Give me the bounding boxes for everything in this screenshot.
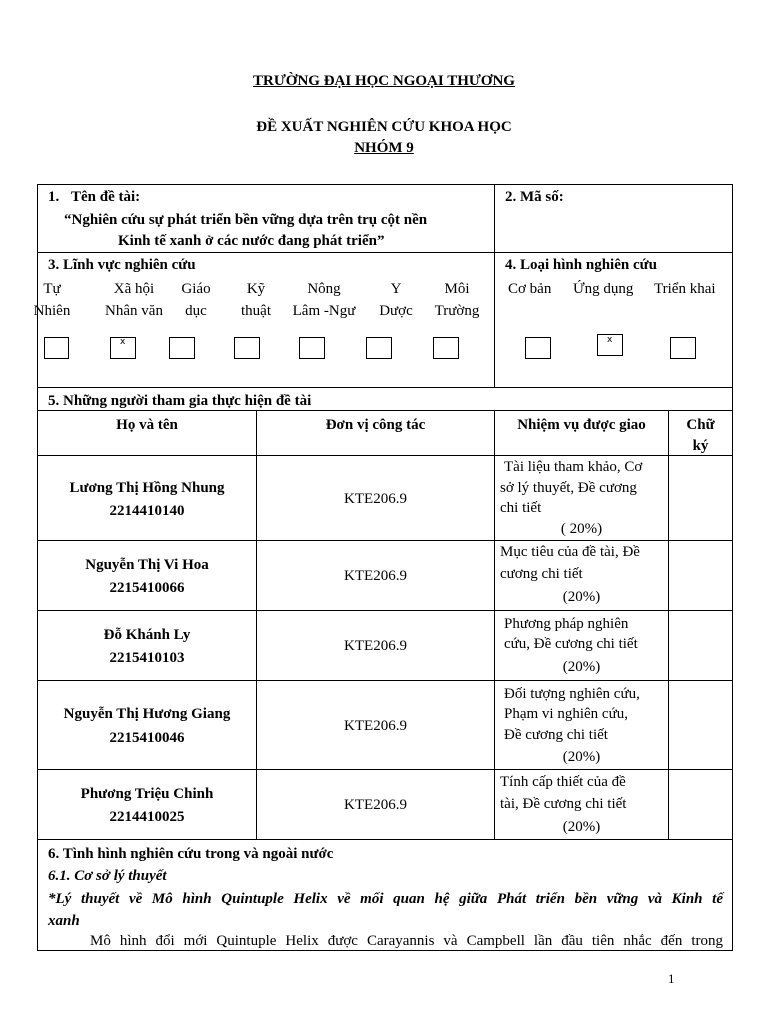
column-header-task: Nhiệm vụ được giao: [517, 417, 646, 433]
field-label-line1: Y: [390, 281, 402, 297]
column-divider: [494, 410, 495, 840]
field-label-line2: dục: [185, 303, 207, 319]
member-task: Phương pháp nghiên: [504, 616, 629, 632]
member-name: Lương Thị Hồng Nhung: [69, 480, 225, 496]
type-checkbox[interactable]: [670, 337, 696, 359]
column-header-signature: ký: [692, 438, 709, 454]
document-title: ĐỀ XUẤT NGHIÊN CỨU KHOA HỌC: [256, 119, 512, 135]
type-checkbox[interactable]: [525, 337, 551, 359]
row-divider: [37, 540, 733, 541]
field-checkbox[interactable]: [366, 337, 392, 359]
member-share: (20%): [562, 749, 601, 765]
page-number: 1: [668, 971, 675, 986]
theory-heading-line1: *Lý thuyết về Mô hình Quintuple Helix về mối quan hệ giữa Phát triển bền vững và Kinh tế: [48, 891, 723, 907]
member-task: Phạm vi nghiên cứu,: [504, 706, 628, 722]
table-border-bottom: [37, 950, 733, 951]
table-border-right: [732, 184, 733, 951]
column-header-unit: Đơn vị công tác: [325, 417, 426, 433]
member-id: 2214410140: [109, 503, 185, 519]
member-share: (20%): [562, 819, 601, 835]
field-checkbox[interactable]: [299, 337, 325, 359]
member-name: Nguyễn Thị Hương Giang: [63, 706, 231, 722]
field-label-line2: Nhiên: [33, 303, 71, 319]
row-divider: [37, 769, 733, 770]
member-id: 2215410066: [109, 580, 185, 596]
member-unit: KTE206.9: [344, 638, 407, 654]
member-share: ( 20%): [560, 521, 603, 537]
type-label: Ứng dụng: [573, 281, 634, 297]
section5-title: 5. Những người tham gia thực hiện đề tài: [48, 393, 312, 409]
field-label-line1: Xã hội: [113, 281, 155, 297]
type-checkbox[interactable]: [597, 334, 623, 356]
field-checkbox[interactable]: [234, 337, 260, 359]
group-name: NHÓM 9: [354, 140, 414, 156]
field-checkbox[interactable]: [169, 337, 195, 359]
row-divider: [37, 252, 733, 253]
member-task: Tính cấp thiết của đề: [500, 774, 626, 790]
member-unit: KTE206.9: [344, 797, 407, 813]
row-divider: [37, 410, 733, 411]
row-divider: [37, 455, 733, 456]
row-divider: [37, 610, 733, 611]
field-label-line2: Trường: [434, 303, 480, 319]
field-label-line2: Dược: [379, 303, 413, 319]
field-checkbox[interactable]: [44, 337, 69, 359]
member-task: chi tiết: [500, 500, 542, 516]
field-checkbox[interactable]: [433, 337, 459, 359]
field-label-line2: thuật: [241, 303, 271, 319]
member-name: Nguyễn Thị Vi Hoa: [85, 557, 209, 573]
section6-title: 6. Tình hình nghiên cứu trong và ngoài nước: [48, 846, 334, 862]
column-divider: [256, 410, 257, 840]
field-label-line1: Môi: [444, 281, 470, 297]
column-divider: [494, 184, 495, 388]
field-label-line2: Lâm -Ngư: [292, 303, 356, 319]
member-id: 2215410103: [109, 650, 185, 666]
field-label-line1: Kỹ: [246, 281, 266, 297]
check-mark-icon: x: [120, 337, 126, 347]
member-unit: KTE206.9: [344, 718, 407, 734]
member-name: Đỗ Khánh Ly: [103, 627, 191, 643]
subsection-title: 6.1. Cơ sở lý thuyết: [48, 868, 167, 884]
section1-title: Tên đề tài:: [71, 189, 141, 205]
member-id: 2214410025: [109, 809, 185, 825]
section2-code-label: 2. Mã số:: [505, 189, 564, 205]
field-label-line1: Nông: [307, 281, 341, 297]
row-divider: [37, 387, 733, 388]
field-label-line2: Nhân văn: [105, 303, 163, 319]
topic-line-2: Kinh tế xanh ở các nước đang phát triển”: [118, 233, 385, 249]
member-share: (20%): [562, 589, 601, 605]
member-name: Phương Triệu Chinh: [80, 786, 214, 802]
field-checkbox[interactable]: [110, 337, 136, 359]
member-task: cứu, Đề cương chi tiết: [504, 636, 638, 652]
section3-title: 3. Lĩnh vực nghiên cứu: [48, 257, 196, 273]
row-divider: [37, 839, 733, 840]
member-task: sở lý thuyết, Đề cương: [500, 480, 637, 496]
topic-line-1: “Nghiên cứu sự phát triển bền vững dựa trên trụ cột nền: [64, 212, 428, 228]
section1-number: 1.: [48, 189, 60, 205]
member-task: Mục tiêu của đề tài, Đề: [500, 544, 640, 560]
theory-heading-line2: xanh: [48, 913, 80, 929]
section4-title: 4. Loại hình nghiên cứu: [505, 257, 657, 273]
field-label-line1: Giáo: [181, 281, 211, 297]
field-label-line1: Tự: [43, 281, 61, 297]
type-label: Triển khai: [654, 281, 716, 297]
member-task: cương chi tiết: [500, 566, 583, 582]
member-unit: KTE206.9: [344, 568, 407, 584]
row-divider: [37, 680, 733, 681]
member-share: (20%): [562, 659, 601, 675]
type-label: Cơ bản: [508, 281, 552, 297]
member-unit: KTE206.9: [344, 491, 407, 507]
member-id: 2215410046: [109, 730, 185, 746]
body-paragraph: Mô hình đổi mới Quintuple Helix được Carayannis và Campbell lần đầu tiên nhắc đến trong: [90, 933, 723, 949]
university-name: TRƯỜNG ĐẠI HỌC NGOẠI THƯƠNG: [253, 73, 515, 89]
table-border-top: [37, 184, 733, 185]
member-task: tài, Đề cương chi tiết: [500, 796, 627, 812]
column-divider: [668, 410, 669, 840]
member-task: Đối tượng nghiên cứu,: [504, 686, 640, 702]
column-header-signature: Chữ: [686, 417, 715, 433]
column-header-name: Họ và tên: [116, 417, 178, 433]
member-task: Đề cương chi tiết: [504, 727, 608, 743]
member-task: Tài liệu tham khảo, Cơ: [504, 459, 643, 475]
check-mark-icon: x: [607, 335, 613, 345]
